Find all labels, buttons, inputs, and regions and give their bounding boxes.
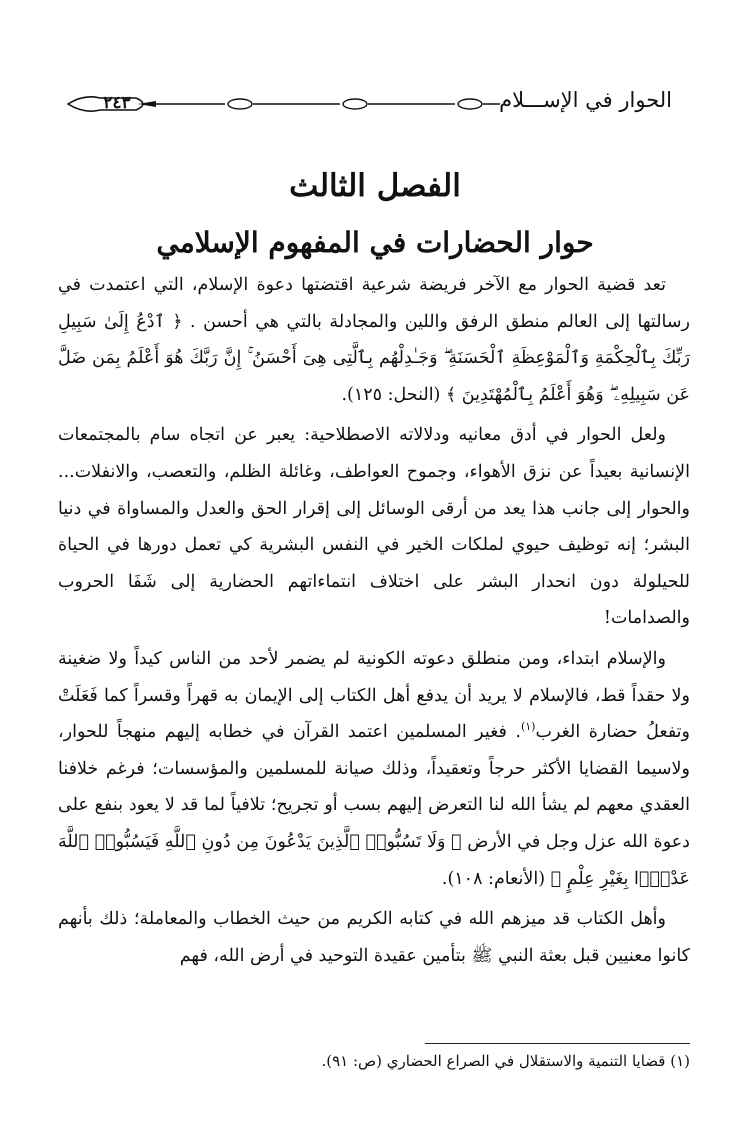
verse-reference: (النحل: ١٢٥).: [341, 384, 441, 405]
paragraph-text: والإسلام ابتداء، ومن منطلق دعوته الكونية لم يضمر لأحد من الناس كيداً ولا ضغينة ولا حقداً قط، فالإسلام لا يريد أن يدفع أهل الكتاب إلى الإيمان به قهراً وقسراً كما فَعَلَتْ وتفعلُ حضارة الغرب: [58, 648, 690, 743]
paragraph-text: تعد قضية الحوار مع الآخر فريضة شرعية اقتضتها دعوة الإسلام، التي اعتمدت في رسالتها إلى العالم منطق الرفق واللين والمجادلة بالتي هي أحسن .: [58, 275, 690, 332]
section-title: حوار الحضارات في المفهوم الإسلامي: [156, 226, 594, 259]
verse-reference: (الأنعام: ١٠٨).: [441, 868, 546, 889]
chapter-title: الفصل الثالث: [289, 168, 461, 204]
footnote-divider: [425, 1043, 690, 1044]
paragraph-text: ولعل الحوار في أدق معانيه ودلالاته الاصطلاحية: يعبر عن اتجاه سام بالمجتمعات الإنسانية بعيداً عن نزق الأهواء، وجموح العواطف، وغائلة الظلم، والتعصب، والانفلات... والحوار إلى جانب هذا يعد من أرقى الوسائل إلى إقرار الحق والعدل والمساواة في دنيا البشر؛ إنه توظيف حيوي لملكات الخير في النفس البشرية كي تعمل دورها في الحياة للحيلولة دون انحدار البشر على اختلاف انتماءاتهم الحضارية إلى شَفَا الحروب والصدامات!: [58, 425, 690, 629]
footnote-reference[interactable]: (١): [520, 720, 536, 734]
paragraph-1: [58, 267, 690, 413]
quran-verse: ﴿ وَلَا تَسُبُّوا۟ ٱلَّذِينَ يَدْعُونَ مِن دُونِ ٱللَّهِ فَيَسُبُّوا۟ ٱللَّهَ عَدْوًۢا بِغَيْرِ عِلْمٍ ﴾: [58, 831, 690, 889]
paragraph-4: [58, 901, 690, 974]
paragraph-3: [58, 641, 690, 897]
page-number: ٢٤٣: [103, 93, 131, 113]
body-text: [58, 267, 690, 978]
paragraph-2: [58, 417, 690, 637]
running-title: الحوار في الإســـلام: [499, 88, 672, 112]
paragraph-text: وأهل الكتاب قد ميزهم الله في كتابه الكريم من حيث الخطاب والمعاملة؛ ذلك بأنهم كانوا معنيين قبل بعثة النبي ﷺ بتأمين عقيدة التوحيد في أرض الله، فهم: [58, 909, 690, 966]
quran-verse: ﴿ ٱدْعُ إِلَىٰ سَبِيلِ رَبِّكَ بِٱلْحِكْمَةِ وَٱلْمَوْعِظَةِ ٱلْحَسَنَةِ ۖ وَجَـٰدِلْهُم بِٱلَّتِى هِىَ أَحْسَنُ ۚ إِنَّ رَبَّكَ هُوَ أَعْلَمُ بِمَن ضَلَّ عَن سَبِيلِهِۦ ۖ وَهُوَ أَعْلَمُ بِٱلْمُهْتَدِينَ ﴾: [58, 311, 690, 405]
footnote: (١) قضايا التنمية والاستقلال في الصراع الحضاري (ص: ٩١).: [321, 1052, 690, 1070]
paragraph-text-continued: . فغير المسلمين اعتمد القرآن في خطابه إليهم منهجاً للحوار، ولاسيما القضايا الأكثر حرجاً وتعقيداً، وذلك صيانة للمسلمين والمؤسسات؛ فرغم خلافنا العقدي معهم لم يشأ الله لنا التعرض إليهم بسب أو تجريح؛ تلافياً لما قد لا يعود بنفع على دعوة الله عزل وجل في الأرض: [58, 722, 690, 852]
running-header: [60, 84, 672, 124]
